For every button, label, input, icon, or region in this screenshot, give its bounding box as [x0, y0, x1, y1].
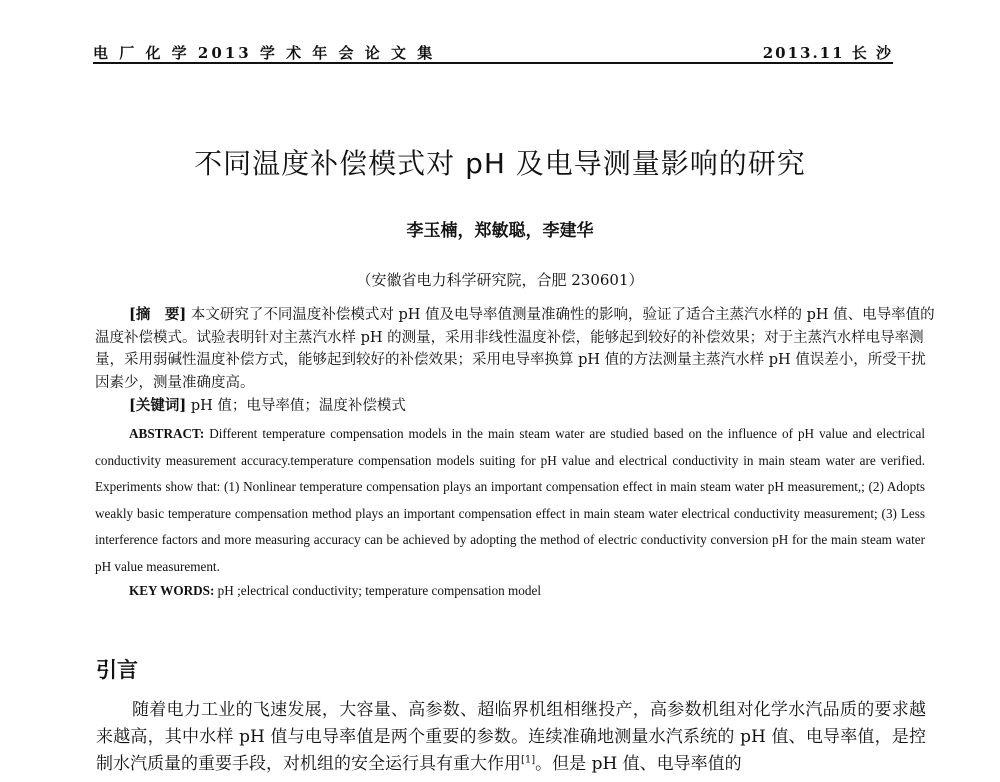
english-keywords-text: pH ;electrical conductivity; temperature compensation model [217, 583, 542, 598]
english-keywords-label: KEY WORDS: [129, 583, 215, 598]
chinese-abstract [95, 304, 935, 394]
chinese-abstract-label: [摘 要] [129, 306, 187, 323]
section-heading-introduction: 引言 [96, 658, 138, 682]
header-proceedings-title: 电 厂 化 学 2013 学 术 年 会 论 文 集 [93, 44, 436, 62]
english-abstract-label: ABSTRACT: [129, 426, 205, 441]
english-abstract-text: Different temperature compensation models in the main steam water are studied based on the influence of pH value and electrical conductivity measurement accuracy.temperature compensation models suiting for pH value and electrical conductivity in main steam water are verified. Experiments show that: (1) Nonlinear temperature compensation plays an important compensation effect in main steam water pH measurement,; (2) Adopts weakly basic temperature compensation method plays an important compensation effect in main steam water electrical conductivity measurement; (3) Less interference factors and more measuring accuracy can be achieved by adopting the method of electric conductivity conversion pH for the main steam water pH value measurement. [95, 426, 925, 574]
chinese-keywords [129, 395, 969, 418]
paper-affiliation: （安徽省电力科学研究院，合肥 230601） [356, 271, 644, 289]
introduction-text: 随着电力工业的飞速发展，大容量、高参数、超临界机组相继投产，高参数机组对化学水汽品质的要求越来越高，其中水样 pH 值与电导率值是两个重要的参数。连续准确地测量水汽系统的 pH 值、电导率值，是控制水汽质量的重要手段，对机组的安全运行具有重大作用 [96, 700, 926, 774]
header-date-location: 2013.11 长 沙 [762, 44, 893, 62]
english-keywords [129, 578, 959, 605]
chinese-keywords-label: [关键词] [129, 397, 187, 414]
paper-authors: 李玉楠，郑敏聪，李建华 [406, 221, 594, 241]
introduction-paragraph [96, 697, 926, 778]
introduction-text-continued: 。但是 pH 值、电导率值的 [535, 754, 742, 774]
chinese-keywords-text: pH 值；电导率值；温度补偿模式 [190, 398, 406, 414]
citation-reference: [1] [521, 754, 536, 766]
chinese-abstract-text: 本文研究了不同温度补偿模式对 pH 值及电导率值测量准确性的影响，验证了适合主蒸汽水样的 pH 值、电导率值的温度补偿模式。试验表明针对主蒸汽水样 pH 的测量，采用非线性温度补偿，能够起到较好的补偿效果；对于主蒸汽水样电导率测量，采用弱碱性温度补偿方式，能够起到较好的补偿效果；采用电导率换算 pH 值的方法测量主蒸汽水样 pH 值误差小，所受干扰因素少，测量准确度高。 [95, 307, 935, 391]
paper-title: 不同温度补偿模式对 pH 及电导测量影响的研究 [194, 147, 806, 180]
running-header [93, 40, 893, 64]
english-abstract [95, 421, 925, 580]
